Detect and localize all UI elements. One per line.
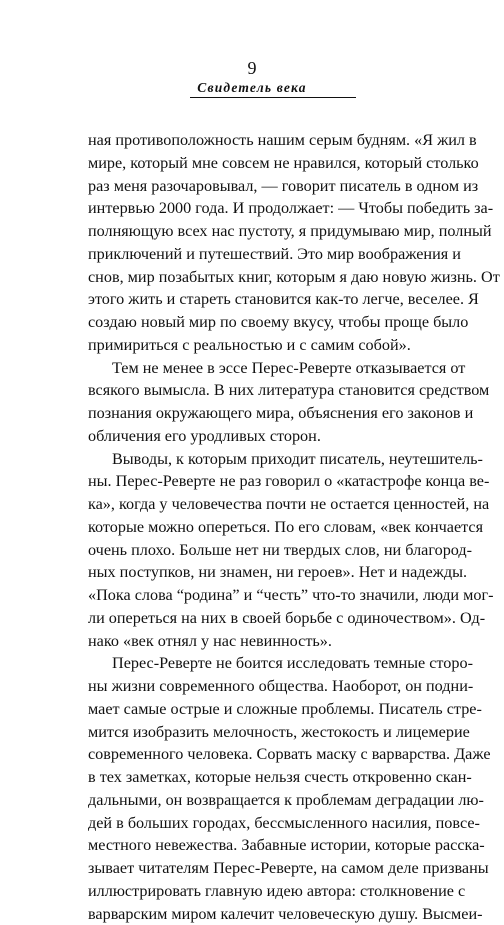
text-line: варварским миром калечит человеческую душу. Высмеи- — [88, 903, 452, 925]
text-line: мире, который мне совсем не нравился, который столько — [88, 152, 452, 175]
paragraph — [88, 448, 452, 653]
text-line: зывает читателям Перес-Реверте, на самом деле призваны — [88, 857, 452, 880]
text-line: этого жить и стареть становится как-то легче, веселее. Я — [88, 288, 452, 311]
text-line: ная противоположность нашим серым будням. «Я жил в — [88, 129, 452, 152]
running-title: Свидетель века — [0, 79, 504, 97]
text-line: ных поступков, ни знамен, ни героев». Нет и надежды. — [88, 561, 452, 584]
text-line: ны жизни современного общества. Наоборот, он подни- — [88, 675, 452, 698]
text-line: мает самые острые и сложные проблемы. Писатель стре- — [88, 698, 452, 721]
text-line: ка», когда у человечества почти не остается ценностей, на — [88, 493, 452, 516]
text-line: очень плохо. Больше нет ни твердых слов, ни благород- — [88, 539, 452, 562]
text-line: ны. Перес-Реверте не раз говорил о «катастрофе конца ве- — [88, 470, 452, 493]
text-line: местного невежества. Забавные истории, которые расска- — [88, 834, 452, 857]
text-line: снов, мир позабытых книг, которым я даю новую жизнь. От — [88, 266, 452, 289]
body-text — [88, 129, 452, 925]
text-line: обличения его уродливых сторон. — [88, 425, 452, 448]
text-line: иллюстрировать главную идею автора: столкновение с — [88, 880, 452, 903]
text-line: интервью 2000 года. И продолжает: — Чтобы победить за- — [88, 197, 452, 220]
paragraph — [88, 357, 452, 448]
text-line: примириться с реальностью и с самим собой». — [88, 334, 452, 357]
text-line: создаю новый мир по своему вкусу, чтобы проще было — [88, 311, 452, 334]
header-rule — [190, 97, 356, 98]
text-line: «Пока слова “родина” и “честь” что-то значили, люди мог- — [88, 584, 452, 607]
text-line: познания окружающего мира, объяснения его законов и — [88, 402, 452, 425]
text-line: дальными, он возвращается к проблемам деградации лю- — [88, 789, 452, 812]
text-line: мится изобразить мелочность, жестокость и лицемерие — [88, 721, 452, 744]
text-line: Тем не менее в эссе Перес-Реверте отказывается от — [88, 357, 452, 380]
page-header — [0, 58, 504, 97]
text-line: всякого вымысла. В них литература становится средством — [88, 379, 452, 402]
text-line: современного человека. Сорвать маску с варварства. Даже — [88, 743, 452, 766]
text-line: нако «век отнял у нас невинность». — [88, 630, 452, 653]
text-line: в тех заметках, которые нельзя счесть откровенно скан- — [88, 766, 452, 789]
text-line: дей в больших городах, бессмысленного насилия, повсе- — [88, 812, 452, 835]
paragraph — [88, 129, 452, 357]
page-number: 9 — [0, 58, 504, 78]
text-line: которые можно опереться. По его словам, «век кончается — [88, 516, 452, 539]
text-line: раз меня разочаровывал, — говорит писатель в одном из — [88, 175, 452, 198]
text-line: Перес-Реверте не боится исследовать темные сторо- — [88, 652, 452, 675]
text-line: полняющую всех нас пустоту, я придумываю мир, полный — [88, 220, 452, 243]
text-line: Выводы, к которым приходит писатель, неутешитель- — [88, 448, 452, 471]
text-line: ли опереться на них в своей борьбе с одиночеством». Од- — [88, 607, 452, 630]
paragraph — [88, 652, 452, 925]
text-line: приключений и путешествий. Это мир воображения и — [88, 243, 452, 266]
